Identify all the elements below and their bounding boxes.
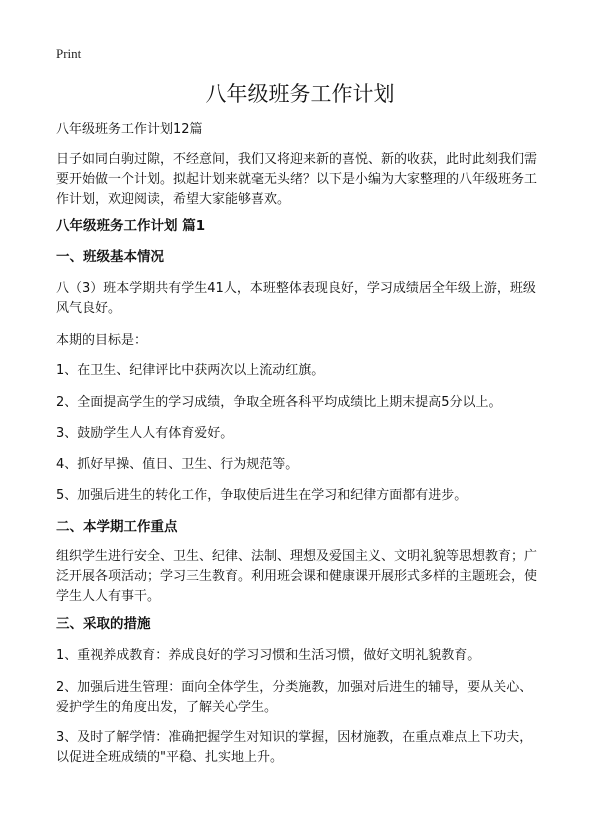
heading-basic-situation: 一、班级基本情况 (56, 249, 164, 265)
goal-item-2: 2、全面提高学生的学习成绩，争取全班各科平均成绩比上期末提高5分以上。 (56, 395, 502, 410)
intro-paragraph: 日子如同白驹过隙，不经意间，我们又将迎来新的喜悦、新的收获，此时此刻我们需要开始做一个计划。拟起计划来就毫无头绪？以下是小编为大家整理的八年级班务工作计划，欢迎阅读，希望大家能够喜欢。 (56, 152, 538, 207)
work-focus-paragraph: 组织学生进行安全、卫生、纪律、法制、理想及爱国主义、文明礼貌等思想教育；广泛开展各项活动；学习三生教育。利用班会课和健康课开展形式多样的主题班会，使学生人人有事干。 (56, 549, 538, 604)
heading-work-focus: 二、本学期工作重点 (56, 519, 178, 535)
print-link[interactable]: Print (56, 46, 82, 61)
document-subtitle: 八年级班务工作计划12篇 (56, 122, 203, 137)
section-heading: 八年级班务工作计划 篇1 (56, 218, 206, 234)
goal-item-5: 5、加强后进生的转化工作，争取使后进生在学习和纪律方面都有进步。 (56, 488, 468, 503)
page-title: 八年级班务工作计划 (205, 82, 395, 106)
measure-item-3: 3、及时了解学情：准确把握学生对知识的掌握，因材施教，在重点难点上下功夫，以促进全班成绩的"平稳、扎实地上升。 (56, 730, 533, 765)
heading-measures: 三、采取的措施 (56, 616, 151, 632)
goal-item-4: 4、抓好早操、值日、卫生、行为规范等。 (56, 457, 299, 472)
class-situation-paragraph: 八（3）班本学期共有学生41人，本班整体表现良好，学习成绩居全年级上游，班级风气良好。 (56, 281, 536, 316)
measure-item-2: 2、加强后进生管理：面向全体学生，分类施教，加强对后进生的辅导，要从关心、爱护学生的角度出发，了解关心学生。 (56, 680, 533, 715)
goals-intro: 本期的目标是： (56, 333, 148, 348)
measure-item-1: 1、重视养成教育：养成良好的学习习惯和生活习惯，做好文明礼貌教育。 (56, 648, 481, 663)
goal-item-1: 1、在卫生、纪律评比中获两次以上流动红旗。 (56, 363, 325, 378)
goal-item-3: 3、鼓励学生人人有体育爱好。 (56, 426, 234, 441)
